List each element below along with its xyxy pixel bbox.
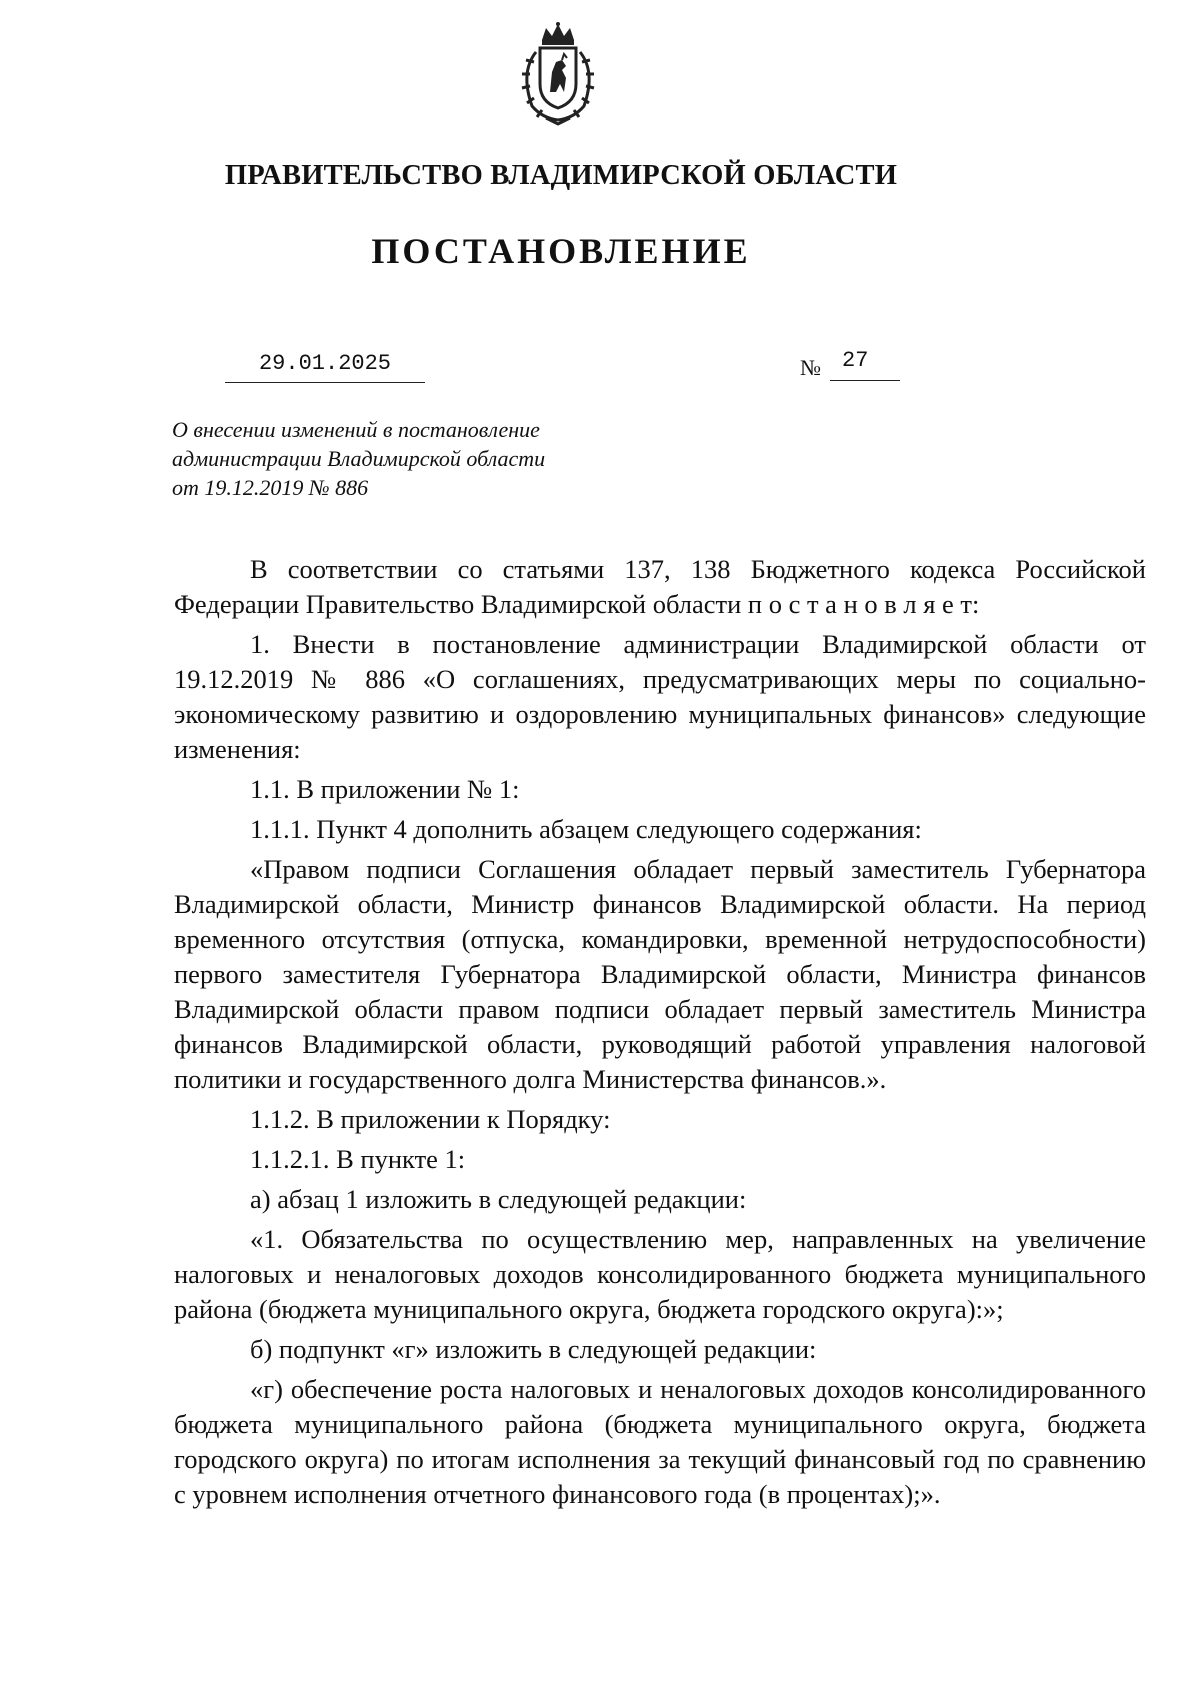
coat-of-arms-emblem <box>512 22 604 126</box>
document-subject <box>172 415 612 502</box>
subject-line: от 19.12.2019 № 886 <box>172 475 369 500</box>
subject-line: О внесении изменений в постановление <box>172 417 540 442</box>
body-paragraph: 1.1. В приложении № 1: <box>250 774 520 804</box>
body-paragraph: 1.1.1. Пункт 4 дополнить абзацем следующего содержания: <box>250 814 922 844</box>
body-paragraph: а) абзац 1 изложить в следующей редакции: <box>250 1184 747 1214</box>
number-sign: № <box>800 355 821 380</box>
body-paragraph: В соответствии со статьями 137, 138 Бюджетного кодекса Российской Федерации Правительство Владимирской области п о с т а н о в л я е т: <box>174 554 1146 619</box>
document-body <box>174 552 1146 1512</box>
body-paragraph: б) подпункт «г» изложить в следующей редакции: <box>250 1334 817 1364</box>
government-title: ПРАВИТЕЛЬСТВО ВЛАДИМИРСКОЙ ОБЛАСТИ <box>224 160 898 191</box>
number-line <box>830 348 900 381</box>
subject-line: администрации Владимирской области <box>172 446 546 471</box>
body-paragraph: 1.1.2.1. В пункте 1: <box>250 1144 466 1174</box>
date-line <box>225 352 425 383</box>
document-date: 29.01.2025 <box>258 351 392 376</box>
body-paragraph: «1. Обязательства по осуществлению мер, направленных на увеличение налоговых и неналоговых доходов консолидированного бюджета муниципального района (бюджета муниципального округа, бюджета городского округа):»; <box>174 1224 1146 1324</box>
body-paragraph: «Правом подписи Соглашения обладает первый заместитель Губернатора Владимирской области, Министр финансов Владимирской области. На период временного отсутствия (отпуска, командировки, временной нетрудоспособности) первого заместителя Губернатора Владимирской области, Министра финансов Владимирской области правом подписи обладает первый заместитель Министра финансов Владимирской области, руководящий работой управления налоговой политики и государственного долга Министерства финансов.». <box>174 854 1146 1094</box>
document-type-title: ПОСТАНОВЛЕНИЕ <box>371 231 751 271</box>
body-paragraph: 1.1.2. В приложении к Порядку: <box>250 1104 611 1134</box>
document-number: 27 <box>842 348 869 373</box>
body-paragraph: 1. Внести в постановление администрации Владимирской области от 19.12.2019 № 886 «О соглашениях, предусматривающих меры по социально-экономическому развитию и оздоровлению муниципальных финансов» следующие изменения: <box>174 629 1146 764</box>
body-paragraph: «г) обеспечение роста налоговых и неналоговых доходов консолидированного бюджета муниципального района (бюджета муниципального округа, бюджета городского округа) по итогам исполнения за текущий финансовый год по сравнению с уровнем исполнения отчетного финансового года (в процентах);». <box>174 1374 1146 1509</box>
